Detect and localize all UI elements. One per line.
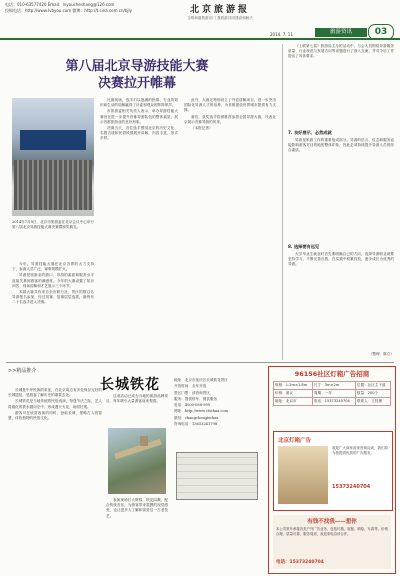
ad-text: 欢迎广大商家前来咨询洽谈，我们将为您提供优质的广告服务。 (332, 446, 388, 456)
contact-line: 网址：http://www.ctiehua.com (174, 409, 229, 414)
ad-title: 96156社区灯箱广告招商 (294, 370, 370, 378)
issue-date: 2014. 7. 11 (270, 32, 293, 37)
headline-line: 决赛拉开帷幕 (97, 76, 176, 91)
right-heading-7: 7. 良好展示、必然成就 (288, 130, 332, 135)
table-row (274, 390, 391, 398)
page-header (0, 0, 400, 40)
photo-stage (20, 130, 86, 150)
header-contact-line: 投稿电话：http://www.lvbyou.com 微博：http://t.sina.com.cn/bjly (5, 7, 132, 13)
table-cell: 尺寸：3m×2m (312, 382, 355, 390)
article-column-2 (100, 98, 178, 358)
ad-feature (273, 431, 393, 511)
newspaper-title: 北京旅游报 (189, 5, 250, 15)
ad-slogan: 有钱不找我——想你 (307, 519, 357, 525)
watchtower-shape (140, 436, 148, 446)
header-contact (5, 2, 145, 13)
right-intro (288, 44, 394, 126)
ad-telephone: 电话：15373240704 (276, 560, 324, 565)
paragraph: 表演现场灯火辉煌，铁花四溅，配合传统音乐，为游客带来震撼的视觉感受，也让更多人了解和喜爱这一古老技艺。 (106, 498, 168, 518)
contact-line: 咨询电话：13653241798 (174, 422, 218, 427)
story-column-1 (8, 388, 102, 572)
paragraph: 导游是旅游工作的重要组成部分。导游的语言、仪态和服务直接影响游客对目的地的整体印象，因此必须持续提升导游人员的综合素质。 (288, 138, 394, 153)
table-cell: 数量：200个 (355, 390, 390, 398)
paragraph: 这项活动已成为当地的旅游品牌项目，每年吸引大量游客前来观看。 (106, 394, 168, 404)
table-cell: 电话：15373240704 (312, 398, 355, 406)
right-heading-8: 8. 选择要有远见 (288, 244, 320, 249)
paragraph: 长城铁花是当地传统的民俗表演，每逢节庆之际，艺人将熔化的铁水抛向空中，形成漫天火花，场面壮观。 (8, 399, 102, 409)
ad-brand: 北京灯箱广告 (278, 438, 312, 444)
venue-contacts (174, 378, 260, 428)
right-body-8 (288, 252, 394, 350)
paragraph: （本报记者） (191, 126, 213, 131)
paragraph: 本届大赛共有来自全市旅行社、景区的数百名导游报名参加，经过初赛、复赛层层选拔，最终有二十名选手进入决赛。 (12, 290, 94, 305)
contact-line: 微信：changchengtiehua (174, 415, 219, 420)
table-cell: 地址：北京市 (274, 398, 313, 406)
wall-shape (114, 439, 162, 460)
paragraph: 比赛现场，选手们以饱满的热情、专业的知识和生动的讲解赢得了评委和观众的阵阵掌声。 (100, 98, 178, 108)
right-body-7 (288, 138, 394, 238)
table-row (274, 382, 391, 390)
ad-table (273, 381, 391, 406)
column-divider (282, 44, 283, 360)
article-column-3 (184, 98, 276, 358)
contact-line: 地址：北京市延庆区长城铁花景区 (174, 378, 228, 382)
story-column-3 (106, 498, 168, 572)
ad-image (278, 446, 328, 504)
paragraph: 大学毕业生就业时首先要明确自己的方向，选择导游职业就要坚持学习，不断完善自我，在实践中积累经验，逐步成长为优秀的导游。 (288, 252, 394, 267)
contact-line: 电话：4000-088-999 (174, 403, 211, 408)
paragraph: 决赛当天，各位选手围绕北京的历史文化、名胜古迹和民俗风情展开讲解，内容丰富，形式多样。 (100, 126, 178, 141)
table-cell: 联系人：王经理 (355, 398, 390, 406)
header-masthead (145, 2, 295, 21)
paragraph: 市旅游委相关负责人表示，举办导游技能大赛旨在进一步提升首都导游队伍的整体素质，展示首都旅游业的良好形象。 (100, 109, 178, 124)
header-contact-line: 电话：010-63577420 Email：lvyoucheshang@126.com (5, 2, 115, 7)
paragraph: 《上联第七届》旅游局主办的活动中，与会人员围绕导游服务质量、行业规范与发展方向等话题进行了深入交流，并对今后工作提出了具体要求。 (288, 44, 394, 59)
section-divider (6, 362, 394, 363)
paragraph: 长城是中华民族的象征，在北京周边有多处保存完好的长城遗址，是游客了解历史的重要去处。 (8, 388, 102, 398)
table-cell: 周期：一年 (312, 390, 355, 398)
table-cell: 价格：面议 (274, 390, 313, 398)
newspaper-slogan: 文明和谐旅游京门 我旅游共同建设和睦天 (187, 16, 253, 20)
story-column-2 (106, 394, 168, 426)
paragraph: 游客可在欣赏表演的同时，登临长城，领略古人的智慧，体验独特的民俗文化。 (8, 410, 102, 421)
ad-description: 本公司常年承接各类户外广告业务，包括灯箱、展板、喷绘、写真等，价格合理，质量可靠，服务周到，欢迎来电洽谈合作。 (276, 527, 388, 536)
section-label: >>精品推介 (8, 368, 37, 374)
ad-lower-panel (273, 515, 391, 569)
headline-line: 第八届北京导游技能大赛 (65, 59, 209, 74)
great-wall-photo (108, 428, 166, 494)
contact-line: 开放时间：全年开放 (174, 384, 207, 389)
section-badge: 旅游资讯 (315, 28, 367, 37)
contact-line: 服务：提供停车、餐饮服务 (174, 396, 218, 401)
table-cell: 位置：社区主干道 (355, 382, 390, 390)
venue-map-image (176, 452, 258, 500)
main-headline (12, 58, 262, 92)
table-row (274, 398, 391, 406)
contact-line: 景区门票：请咨询景区 (174, 390, 210, 395)
story-title: 长城铁花 (100, 377, 160, 393)
ad-phone: 15373240704 (332, 484, 371, 490)
photo-caption: 2014年7月9日，北京市旅游委在北京会议中心举行第八届北京导游技能大赛决赛暨颁奖典礼。 (12, 220, 94, 230)
article-column-1 (12, 262, 94, 358)
paragraph: 此外，大赛还特别设立了外语讲解项目，进一步突出国际化导游人才的培养，为首都建设世界城市提供有力支撑。 (184, 98, 276, 113)
page-number: 03 (368, 24, 394, 40)
paragraph: 导游是旅游业的窗口，导游的素质和服务水平直接关系到游客的满意度。今年的大赛设置了知识问答、现场讲解和才艺展示三个环节。 (12, 273, 94, 288)
event-photo (12, 98, 94, 216)
paragraph: 今年，导游技能大赛在北京各界的大力支持下，参赛人员广泛，赛事规模扩大。 (12, 262, 94, 272)
photo-crowd (14, 160, 92, 210)
editor-note: （整理：陈立） (368, 352, 394, 356)
paragraph: 赛后，获奖选手将被推荐参加全国导游大赛，代表北京展示首都导游的风采。 (184, 114, 276, 124)
advertisement (268, 366, 396, 574)
table-cell: 规格：1.2m×1.8m (274, 382, 313, 390)
